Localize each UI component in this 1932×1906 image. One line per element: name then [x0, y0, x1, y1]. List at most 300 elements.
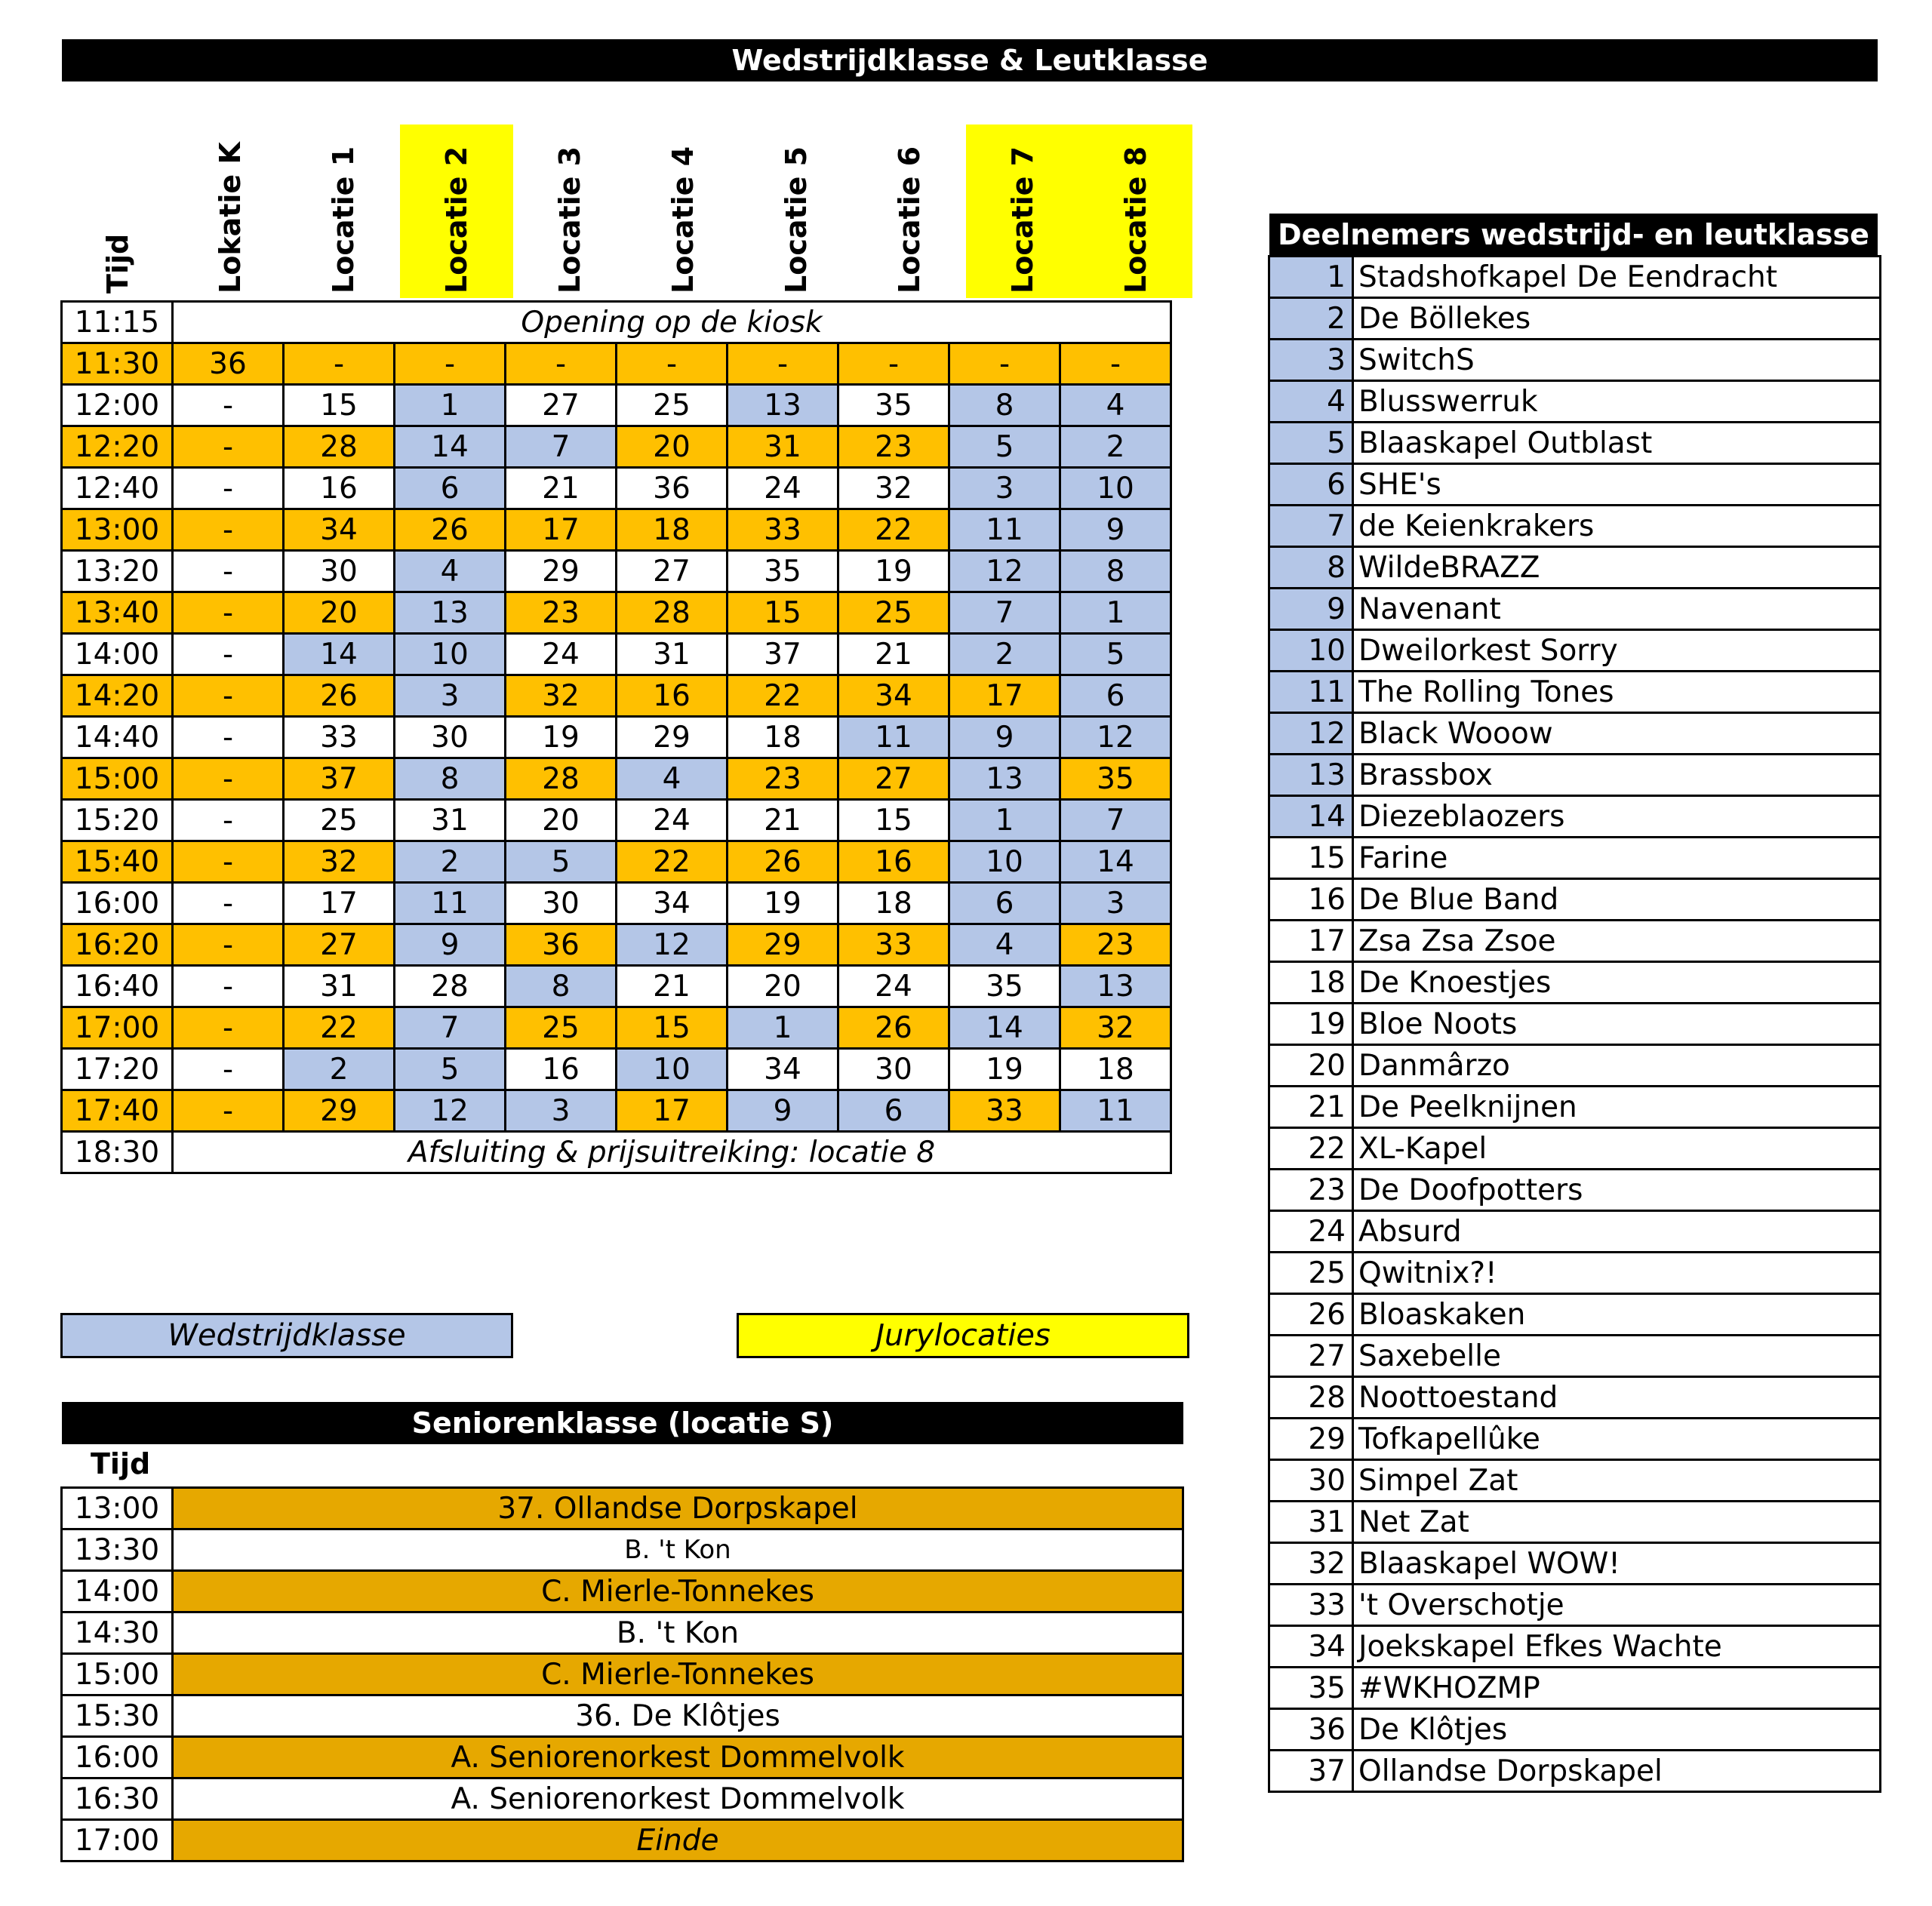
slot-cell: 7 — [949, 592, 1060, 634]
slot-cell: 16 — [617, 675, 728, 717]
participant-number: 6 — [1269, 464, 1353, 506]
slot-cell: 13 — [728, 385, 838, 426]
slot-cell: 11 — [838, 717, 949, 758]
slot-cell: - — [173, 509, 284, 551]
schedule-row — [62, 758, 1171, 800]
participant-row — [1269, 796, 1881, 838]
slot-cell: 31 — [395, 800, 506, 841]
time-cell: 14:00 — [62, 634, 173, 675]
slot-cell: 4 — [395, 551, 506, 592]
senior-name: 37. Ollandse Dorpskapel — [173, 1488, 1183, 1529]
senior-name: A. Seniorenorkest Dommelvolk — [173, 1778, 1183, 1820]
participant-number: 30 — [1269, 1460, 1353, 1502]
header-label: Locatie 8 — [1119, 146, 1152, 294]
slot-cell: - — [173, 758, 284, 800]
slot-cell: 2 — [1060, 426, 1171, 468]
slot-cell: 15 — [284, 385, 395, 426]
participant-row — [1269, 1709, 1881, 1751]
slot-cell: 26 — [284, 675, 395, 717]
slot-cell: 15 — [728, 592, 838, 634]
slot-cell: 20 — [506, 800, 617, 841]
senior-time: 13:30 — [62, 1529, 173, 1571]
participant-number: 8 — [1269, 547, 1353, 589]
schedule-row — [62, 302, 1171, 343]
participant-name: Brassbox — [1353, 755, 1881, 796]
participant-row — [1269, 1419, 1881, 1460]
slot-cell: 12 — [949, 551, 1060, 592]
schedule-row — [62, 883, 1171, 924]
slot-cell: 21 — [838, 634, 949, 675]
participant-number: 27 — [1269, 1336, 1353, 1377]
legend-jurylocaties: Jurylocaties — [737, 1313, 1189, 1358]
time-cell: 15:20 — [62, 800, 173, 841]
slot-cell: 25 — [617, 385, 728, 426]
slot-cell: 14 — [395, 426, 506, 468]
slot-cell: 6 — [1060, 675, 1171, 717]
slot-cell: - — [728, 343, 838, 385]
slot-cell: 12 — [1060, 717, 1171, 758]
participant-row — [1269, 879, 1881, 921]
slot-cell: 14 — [1060, 841, 1171, 883]
participant-name: Net Zat — [1353, 1502, 1881, 1543]
participant-name: Diezeblaozers — [1353, 796, 1881, 838]
participant-number: 24 — [1269, 1211, 1353, 1253]
time-cell: 17:00 — [62, 1007, 173, 1049]
slot-cell: 24 — [838, 966, 949, 1007]
slot-cell: 28 — [617, 592, 728, 634]
slot-cell: 26 — [395, 509, 506, 551]
slot-cell: - — [838, 343, 949, 385]
participant-number: 3 — [1269, 340, 1353, 381]
participant-row — [1269, 672, 1881, 713]
slot-cell: - — [173, 385, 284, 426]
slot-cell: 17 — [506, 509, 617, 551]
participant-row — [1269, 713, 1881, 755]
header-6 — [740, 125, 853, 298]
header-label: Tijd — [101, 233, 134, 294]
participant-name: Zsa Zsa Zsoe — [1353, 921, 1881, 962]
senior-time: 14:00 — [62, 1571, 173, 1612]
schedule-row — [62, 634, 1171, 675]
slot-cell: 18 — [1060, 1049, 1171, 1090]
slot-cell: - — [173, 675, 284, 717]
slot-cell: 29 — [728, 924, 838, 966]
slot-cell: 1 — [728, 1007, 838, 1049]
slot-cell: 9 — [728, 1090, 838, 1132]
senior-time: 13:00 — [62, 1488, 173, 1529]
slot-cell: 14 — [284, 634, 395, 675]
participant-name: Farine — [1353, 838, 1881, 879]
slot-cell: 8 — [1060, 551, 1171, 592]
slot-cell: 34 — [284, 509, 395, 551]
senior-name: B. 't Kon — [173, 1529, 1183, 1571]
slot-cell: 30 — [284, 551, 395, 592]
slot-cell: 6 — [395, 468, 506, 509]
slot-cell: 31 — [728, 426, 838, 468]
slot-cell: - — [173, 966, 284, 1007]
slot-cell: 16 — [284, 468, 395, 509]
header-8 — [966, 125, 1079, 298]
participant-number: 36 — [1269, 1709, 1353, 1751]
participant-name: Black Wooow — [1353, 713, 1881, 755]
participant-number: 13 — [1269, 755, 1353, 796]
slot-cell: 11 — [949, 509, 1060, 551]
time-cell: 13:40 — [62, 592, 173, 634]
slot-cell: - — [395, 343, 506, 385]
participant-number: 2 — [1269, 298, 1353, 340]
time-cell: 12:20 — [62, 426, 173, 468]
slot-cell: - — [173, 1049, 284, 1090]
slot-cell: - — [173, 800, 284, 841]
participant-number: 23 — [1269, 1170, 1353, 1211]
slot-cell: 34 — [728, 1049, 838, 1090]
participants-title: Deelnemers wedstrijd- en leutklasse — [1269, 214, 1878, 256]
slot-cell: - — [173, 634, 284, 675]
slot-cell: 26 — [838, 1007, 949, 1049]
slot-cell: 27 — [617, 551, 728, 592]
slot-cell: 9 — [395, 924, 506, 966]
participant-name: Joekskapel Efkes Wachte — [1353, 1626, 1881, 1668]
participant-name: De Knoestjes — [1353, 962, 1881, 1004]
participant-row — [1269, 755, 1881, 796]
participant-row — [1269, 340, 1881, 381]
participant-name: Tofkapellûke — [1353, 1419, 1881, 1460]
schedule-row — [62, 1049, 1171, 1090]
slot-cell: 23 — [506, 592, 617, 634]
slot-cell: 29 — [617, 717, 728, 758]
header-5 — [626, 125, 740, 298]
senior-time: 15:30 — [62, 1695, 173, 1737]
participant-name: WildeBRAZZ — [1353, 547, 1881, 589]
slot-cell: 17 — [949, 675, 1060, 717]
slot-cell: 19 — [728, 883, 838, 924]
senior-name: B. 't Kon — [173, 1612, 1183, 1654]
participant-number: 20 — [1269, 1045, 1353, 1087]
slot-cell: 27 — [838, 758, 949, 800]
schedule-row — [62, 468, 1171, 509]
schedule-row — [62, 343, 1171, 385]
time-cell: 11:15 — [62, 302, 173, 343]
participant-row — [1269, 298, 1881, 340]
participant-name: Danmârzo — [1353, 1045, 1881, 1087]
time-cell: 15:00 — [62, 758, 173, 800]
time-cell: 18:30 — [62, 1132, 173, 1173]
participant-number: 18 — [1269, 962, 1353, 1004]
slot-cell: 37 — [284, 758, 395, 800]
participant-number: 4 — [1269, 381, 1353, 423]
senior-tijd-label: Tijd — [91, 1447, 151, 1480]
participant-row — [1269, 506, 1881, 547]
main-title: Wedstrijdklasse & Leutklasse — [62, 39, 1878, 81]
participant-number: 16 — [1269, 879, 1353, 921]
slot-cell: 36 — [173, 343, 284, 385]
slot-cell: 10 — [617, 1049, 728, 1090]
header-label: Locatie 1 — [327, 146, 360, 294]
time-cell: 11:30 — [62, 343, 173, 385]
senior-row — [62, 1820, 1183, 1861]
slot-cell: 18 — [617, 509, 728, 551]
slot-cell: 18 — [728, 717, 838, 758]
schedule-table — [60, 300, 1172, 1174]
participant-number: 37 — [1269, 1751, 1353, 1792]
schedule-row — [62, 675, 1171, 717]
time-cell: 13:20 — [62, 551, 173, 592]
participant-name: De Blue Band — [1353, 879, 1881, 921]
slot-cell: 25 — [838, 592, 949, 634]
participant-row — [1269, 1253, 1881, 1294]
header-2 — [287, 125, 400, 298]
slot-cell: 24 — [506, 634, 617, 675]
participant-number: 12 — [1269, 713, 1353, 755]
slot-cell: 34 — [838, 675, 949, 717]
slot-cell: - — [173, 468, 284, 509]
slot-cell: 23 — [728, 758, 838, 800]
participant-number: 31 — [1269, 1502, 1353, 1543]
slot-cell: 4 — [949, 924, 1060, 966]
slot-cell: 35 — [838, 385, 949, 426]
participant-row — [1269, 1626, 1881, 1668]
slot-cell: 13 — [1060, 966, 1171, 1007]
slot-cell: 33 — [949, 1090, 1060, 1132]
schedule-row — [62, 1090, 1171, 1132]
senior-title: Seniorenklasse (locatie S) — [62, 1402, 1183, 1444]
slot-cell: 27 — [506, 385, 617, 426]
slot-cell: 10 — [949, 841, 1060, 883]
slot-cell: - — [173, 717, 284, 758]
slot-cell: 30 — [395, 717, 506, 758]
slot-cell: 22 — [838, 509, 949, 551]
slot-cell: - — [173, 426, 284, 468]
slot-cell: - — [1060, 343, 1171, 385]
header-label: Locatie 6 — [893, 146, 926, 294]
participant-number: 15 — [1269, 838, 1353, 879]
schedule-row — [62, 592, 1171, 634]
participant-row — [1269, 464, 1881, 506]
participant-name: Simpel Zat — [1353, 1460, 1881, 1502]
slot-cell: 27 — [284, 924, 395, 966]
slot-cell: 25 — [506, 1007, 617, 1049]
schedule-row — [62, 800, 1171, 841]
participant-row — [1269, 921, 1881, 962]
senior-row — [62, 1737, 1183, 1778]
slot-cell: 7 — [1060, 800, 1171, 841]
participant-name: SwitchS — [1353, 340, 1881, 381]
span-cell: Afsluiting & prijsuitreiking: locatie 8 — [173, 1132, 1171, 1173]
slot-cell: 13 — [395, 592, 506, 634]
participant-row — [1269, 257, 1881, 298]
participant-row — [1269, 1128, 1881, 1170]
slot-cell: 12 — [617, 924, 728, 966]
senior-name: C. Mierle-Tonnekes — [173, 1571, 1183, 1612]
slot-cell: 1 — [1060, 592, 1171, 634]
slot-cell: 8 — [395, 758, 506, 800]
senior-row — [62, 1529, 1183, 1571]
header-label: Locatie 2 — [440, 146, 473, 294]
slot-cell: 28 — [395, 966, 506, 1007]
slot-cell: 5 — [506, 841, 617, 883]
senior-time: 16:30 — [62, 1778, 173, 1820]
slot-cell: 20 — [728, 966, 838, 1007]
slot-cell: 15 — [838, 800, 949, 841]
slot-cell: - — [173, 551, 284, 592]
slot-cell: 35 — [1060, 758, 1171, 800]
senior-name: Einde — [173, 1820, 1183, 1861]
participant-number: 28 — [1269, 1377, 1353, 1419]
participant-row — [1269, 1336, 1881, 1377]
senior-row — [62, 1654, 1183, 1695]
slot-cell: 32 — [284, 841, 395, 883]
participant-row — [1269, 1170, 1881, 1211]
participant-number: 29 — [1269, 1419, 1353, 1460]
slot-cell: 20 — [284, 592, 395, 634]
participant-row — [1269, 381, 1881, 423]
slot-cell: 21 — [617, 966, 728, 1007]
senior-name: A. Seniorenorkest Dommelvolk — [173, 1737, 1183, 1778]
slot-cell: 33 — [838, 924, 949, 966]
slot-cell: 3 — [1060, 883, 1171, 924]
slot-cell: 8 — [949, 385, 1060, 426]
participant-name: de Keienkrakers — [1353, 506, 1881, 547]
slot-cell: 18 — [838, 883, 949, 924]
slot-cell: - — [949, 343, 1060, 385]
senior-row — [62, 1488, 1183, 1529]
participant-number: 32 — [1269, 1543, 1353, 1585]
slot-cell: 5 — [395, 1049, 506, 1090]
slot-cell: - — [173, 924, 284, 966]
slot-cell: 19 — [506, 717, 617, 758]
slot-cell: 22 — [728, 675, 838, 717]
participant-row — [1269, 630, 1881, 672]
header-label: Lokatie K — [214, 142, 247, 294]
participant-name: De Peelknijnen — [1353, 1087, 1881, 1128]
schedule-row — [62, 551, 1171, 592]
header-label: Locatie 3 — [553, 146, 586, 294]
time-cell: 12:00 — [62, 385, 173, 426]
slot-cell: 31 — [284, 966, 395, 1007]
senior-name: C. Mierle-Tonnekes — [173, 1654, 1183, 1695]
schedule-row — [62, 841, 1171, 883]
slot-cell: 9 — [1060, 509, 1171, 551]
participant-name: The Rolling Tones — [1353, 672, 1881, 713]
participant-number: 9 — [1269, 589, 1353, 630]
slot-cell: 33 — [728, 509, 838, 551]
slot-cell: 32 — [506, 675, 617, 717]
slot-cell: 16 — [506, 1049, 617, 1090]
participant-number: 5 — [1269, 423, 1353, 464]
participant-number: 1 — [1269, 257, 1353, 298]
time-cell: 17:20 — [62, 1049, 173, 1090]
senior-row — [62, 1612, 1183, 1654]
senior-name: 36. De Klôtjes — [173, 1695, 1183, 1737]
participant-name: Saxebelle — [1353, 1336, 1881, 1377]
participant-number: 7 — [1269, 506, 1353, 547]
slot-cell: 23 — [1060, 924, 1171, 966]
slot-cell: - — [173, 1090, 284, 1132]
slot-cell: 30 — [838, 1049, 949, 1090]
header-label: Locatie 5 — [780, 146, 813, 294]
participant-row — [1269, 423, 1881, 464]
senior-time: 17:00 — [62, 1820, 173, 1861]
slot-cell: 1 — [949, 800, 1060, 841]
schedule-row — [62, 426, 1171, 468]
participant-number: 25 — [1269, 1253, 1353, 1294]
participant-name: Navenant — [1353, 589, 1881, 630]
slot-cell: 7 — [506, 426, 617, 468]
slot-cell: 37 — [728, 634, 838, 675]
participant-name: Qwitnix?! — [1353, 1253, 1881, 1294]
slot-cell: 8 — [506, 966, 617, 1007]
participant-row — [1269, 547, 1881, 589]
slot-cell: 16 — [838, 841, 949, 883]
slot-cell: 22 — [617, 841, 728, 883]
slot-cell: 1 — [395, 385, 506, 426]
slot-cell: 32 — [838, 468, 949, 509]
slot-cell: 4 — [1060, 385, 1171, 426]
slot-cell: 11 — [395, 883, 506, 924]
slot-cell: 23 — [838, 426, 949, 468]
slot-cell: 7 — [395, 1007, 506, 1049]
time-cell: 16:00 — [62, 883, 173, 924]
slot-cell: 26 — [728, 841, 838, 883]
slot-cell: 34 — [617, 883, 728, 924]
slot-cell: - — [173, 841, 284, 883]
participant-number: 21 — [1269, 1087, 1353, 1128]
participant-row — [1269, 1004, 1881, 1045]
slot-cell: - — [173, 883, 284, 924]
participant-name: Dweilorkest Sorry — [1353, 630, 1881, 672]
participant-row — [1269, 1502, 1881, 1543]
participant-name: SHE's — [1353, 464, 1881, 506]
senior-time: 16:00 — [62, 1737, 173, 1778]
schedule-row — [62, 966, 1171, 1007]
participant-row — [1269, 1543, 1881, 1585]
slot-cell: - — [617, 343, 728, 385]
time-cell: 16:40 — [62, 966, 173, 1007]
participant-row — [1269, 1585, 1881, 1626]
participant-number: 26 — [1269, 1294, 1353, 1336]
slot-cell: 19 — [949, 1049, 1060, 1090]
slot-cell: 36 — [617, 468, 728, 509]
participant-row — [1269, 1377, 1881, 1419]
slot-cell: 10 — [395, 634, 506, 675]
time-cell: 15:40 — [62, 841, 173, 883]
participant-name: #WKHOZMP — [1353, 1668, 1881, 1709]
time-cell: 17:40 — [62, 1090, 173, 1132]
slot-cell: 35 — [949, 966, 1060, 1007]
time-cell: 12:40 — [62, 468, 173, 509]
slot-cell: 3 — [395, 675, 506, 717]
participant-number: 14 — [1269, 796, 1353, 838]
participant-row — [1269, 838, 1881, 879]
participant-name: De Klôtjes — [1353, 1709, 1881, 1751]
slot-cell: 20 — [617, 426, 728, 468]
participant-number: 11 — [1269, 672, 1353, 713]
time-cell: 16:20 — [62, 924, 173, 966]
slot-cell: 31 — [617, 634, 728, 675]
participant-name: Blaaskapel Outblast — [1353, 423, 1881, 464]
header-label: Locatie 7 — [1006, 146, 1039, 294]
participant-row — [1269, 589, 1881, 630]
slot-cell: 29 — [506, 551, 617, 592]
schedule-row — [62, 717, 1171, 758]
header-7 — [853, 125, 966, 298]
slot-cell: 2 — [284, 1049, 395, 1090]
slot-cell: - — [173, 592, 284, 634]
slot-cell: 30 — [506, 883, 617, 924]
participant-number: 33 — [1269, 1585, 1353, 1626]
participant-row — [1269, 1211, 1881, 1253]
senior-row — [62, 1571, 1183, 1612]
